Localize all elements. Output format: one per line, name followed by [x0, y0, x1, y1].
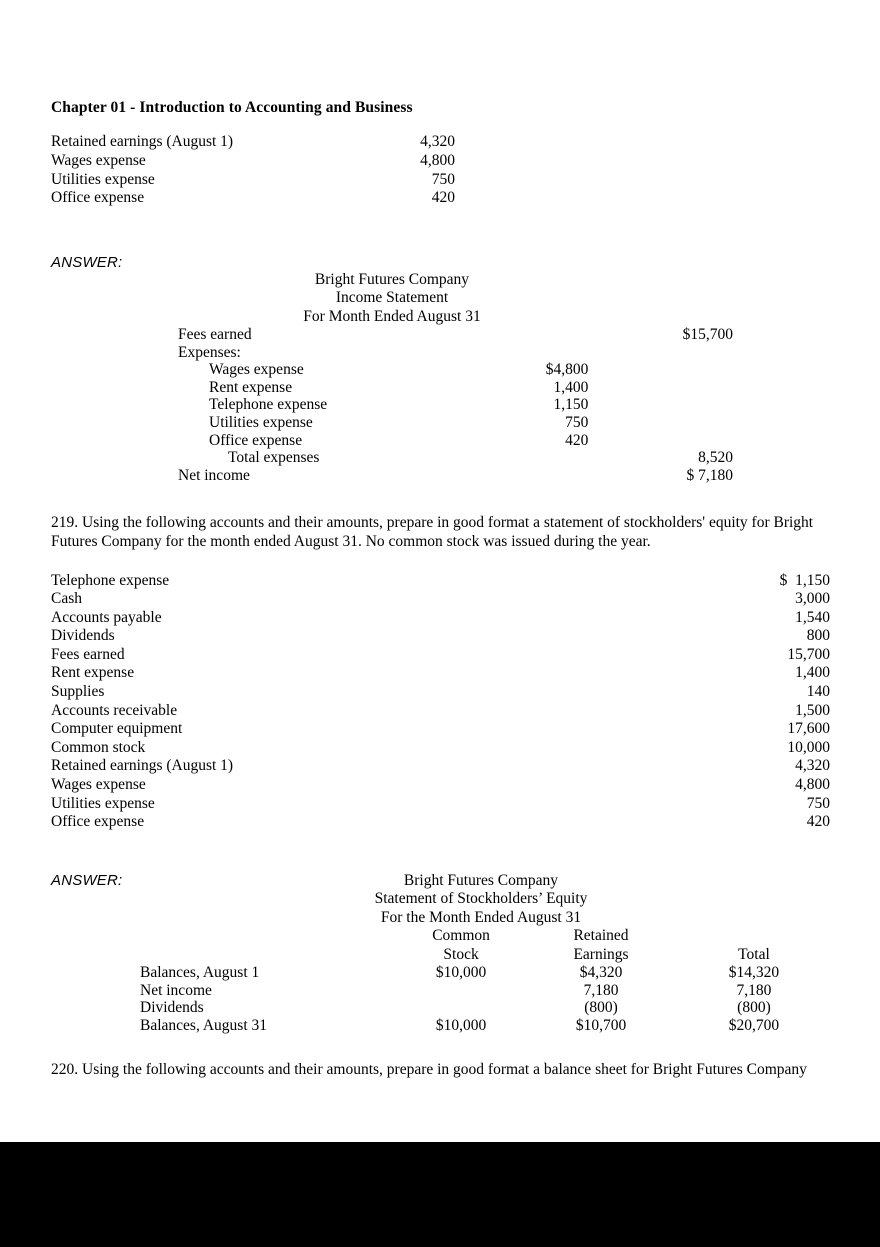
account-amount: 4,320 — [420, 133, 455, 151]
row-retained-earnings: $4,320 — [579, 964, 623, 982]
list-item — [51, 683, 830, 702]
account-name: Wages expense — [51, 151, 146, 169]
equity-statement-table — [51, 927, 831, 1035]
table-row — [51, 999, 831, 1017]
row-label: Wages expense — [209, 361, 304, 379]
row-col1 — [459, 344, 588, 362]
page-content — [51, 98, 831, 1079]
row-col1 — [459, 467, 588, 485]
account-amount: 10,000 — [787, 738, 830, 756]
row-col2: $ 7,180 — [686, 466, 733, 484]
account-amount: 17,600 — [787, 720, 830, 738]
income-statement-body — [51, 326, 733, 484]
header-common-stock-line2: Stock — [443, 945, 479, 963]
row-label: Total expenses — [228, 449, 320, 467]
list-item — [51, 720, 830, 739]
question-220-text: 220. Using the following accounts and their amounts, prepare in good format a balance sheet for Bright Futures Company — [51, 1060, 807, 1078]
account-amount: $ 1,150 — [779, 571, 830, 589]
income-statement-company: Bright Futures Company — [314, 270, 470, 288]
row-col2 — [588, 432, 733, 450]
account-amount: 1,500 — [795, 701, 830, 719]
row-col2 — [588, 379, 733, 397]
row-col2 — [588, 361, 733, 379]
account-name: Cash — [51, 590, 82, 608]
row-common-stock: $10,000 — [435, 1017, 487, 1034]
row-col2: $15,700 — [682, 325, 733, 343]
table-row — [51, 467, 733, 485]
row-retained-earnings: (800) — [584, 999, 618, 1017]
row-col2 — [588, 414, 733, 432]
account-name: Utilities expense — [51, 170, 155, 188]
row-label: Net income — [140, 981, 212, 999]
account-amount: 4,800 — [420, 151, 455, 169]
list-item — [51, 590, 830, 609]
equity-statement-name: Statement of Stockholders’ Equity — [374, 890, 588, 908]
row-col1: 1,400 — [553, 378, 589, 396]
row-total: 7,180 — [736, 981, 772, 999]
account-amount: 420 — [431, 189, 455, 207]
equity-statement-body — [51, 927, 831, 1035]
account-amount: 4,320 — [795, 757, 830, 775]
row-retained-earnings: 7,180 — [583, 981, 619, 999]
account-amount: 750 — [431, 170, 455, 188]
row-label: Fees earned — [178, 325, 252, 343]
account-amount: 1,400 — [795, 664, 830, 682]
row-retained-earnings: $10,700 — [575, 1017, 627, 1034]
row-col2: 8,520 — [698, 449, 733, 467]
question-219-account-list — [51, 572, 830, 832]
header-label-spacer — [51, 927, 397, 946]
income-statement-period: For Month Ended August 31 — [303, 307, 481, 325]
list-item — [51, 813, 830, 832]
account-amount: 420 — [806, 813, 830, 831]
list-item — [51, 795, 830, 814]
account-name: Computer equipment — [51, 720, 183, 738]
header-retained-earnings-line1: Retained — [573, 927, 629, 945]
row-label: Office expense — [209, 431, 303, 449]
account-name: Accounts payable — [51, 608, 162, 626]
row-col2 — [588, 344, 733, 362]
list-item — [51, 739, 830, 758]
account-amount: 3,000 — [795, 590, 830, 608]
header-retained-earnings-line2: Earnings — [573, 945, 629, 963]
income-statement-table — [51, 326, 733, 484]
row-common-stock — [397, 999, 525, 1017]
header-total-line2: Total — [738, 945, 770, 963]
row-col1 — [459, 449, 588, 467]
page-footer-band — [0, 1142, 880, 1247]
list-item — [51, 757, 830, 776]
row-label: Balances, August 31 — [140, 1017, 267, 1034]
list-item — [51, 664, 830, 683]
table-row — [51, 344, 733, 362]
list-item — [51, 627, 830, 646]
account-name: Utilities expense — [51, 794, 155, 812]
row-col1: 1,150 — [553, 396, 589, 414]
row-label: Expenses: — [178, 343, 241, 361]
row-common-stock — [397, 982, 525, 1000]
question-219-account-list-body — [51, 572, 830, 832]
header-common-stock-line1: Common — [432, 927, 490, 945]
account-amount: 15,700 — [787, 645, 830, 663]
account-name: Retained earnings (August 1) — [51, 133, 234, 151]
table-row — [51, 396, 733, 414]
list-item — [51, 133, 455, 152]
table-row — [51, 982, 831, 1000]
row-col2 — [588, 396, 733, 414]
list-item — [51, 776, 830, 795]
account-amount: 1,540 — [795, 608, 830, 626]
answer-label-equity-statement: ANSWER: — [51, 871, 123, 889]
table-row — [51, 414, 733, 432]
row-col1 — [459, 326, 588, 344]
account-name: Office expense — [51, 813, 145, 831]
account-name: Accounts receivable — [51, 701, 178, 719]
list-item — [51, 152, 455, 171]
account-amount: 800 — [806, 627, 830, 645]
income-statement-name: Income Statement — [335, 289, 449, 307]
table-row — [51, 326, 733, 344]
account-name: Retained earnings (August 1) — [51, 757, 234, 775]
table-row — [51, 449, 733, 467]
table-row — [51, 379, 733, 397]
account-name: Wages expense — [51, 776, 146, 794]
list-item — [51, 702, 830, 721]
row-col1: $4,800 — [545, 361, 589, 379]
question-219-text: 219. Using the following accounts and their amounts, prepare in good format a statement of stockholders' equity for Bright Futures Company for the month ended August 31. No common stock was issued during the year. — [51, 514, 814, 550]
row-label: Rent expense — [209, 378, 293, 396]
row-label: Utilities expense — [209, 413, 313, 431]
account-name: Rent expense — [51, 664, 135, 682]
row-label: Dividends — [140, 999, 204, 1017]
row-col1: 750 — [565, 413, 589, 431]
row-label: Net income — [178, 466, 250, 484]
income-statement-block — [51, 271, 831, 485]
row-total: $20,700 — [728, 1017, 780, 1034]
account-amount: 750 — [806, 794, 830, 812]
list-item — [51, 171, 455, 190]
equity-statement-company: Bright Futures Company — [403, 871, 559, 889]
row-total: $14,320 — [728, 964, 780, 982]
list-item — [51, 572, 830, 591]
account-amount: 4,800 — [795, 776, 830, 794]
table-row — [51, 361, 733, 379]
account-name: Dividends — [51, 627, 115, 645]
answer-label-income-statement: ANSWER: — [51, 253, 123, 271]
row-common-stock: $10,000 — [435, 964, 487, 982]
account-name: Fees earned — [51, 645, 125, 663]
account-name: Telephone expense — [51, 571, 170, 589]
table-row — [51, 432, 733, 450]
chapter-heading: Chapter 01 - Introduction to Accounting and Business — [51, 99, 413, 116]
row-total: (800) — [737, 999, 771, 1017]
account-amount: 140 — [806, 683, 830, 701]
table-header-row — [51, 927, 831, 946]
top-account-list-body — [51, 133, 455, 207]
account-name: Supplies — [51, 683, 105, 701]
header-total-line1 — [677, 927, 831, 946]
equity-statement-period: For the Month Ended August 31 — [380, 908, 582, 926]
header-label-spacer — [51, 946, 397, 965]
table-row — [51, 1017, 831, 1035]
list-item — [51, 646, 830, 665]
account-name: Office expense — [51, 189, 145, 207]
row-col1: 420 — [565, 431, 589, 449]
account-name: Common stock — [51, 738, 146, 756]
list-item — [51, 609, 830, 628]
table-header-row — [51, 946, 831, 965]
row-label: Telephone expense — [209, 396, 328, 414]
equity-statement-block — [51, 872, 831, 1035]
row-label: Balances, August 1 — [140, 964, 260, 982]
list-item — [51, 189, 455, 208]
table-row — [51, 964, 831, 982]
top-account-list — [51, 133, 455, 207]
